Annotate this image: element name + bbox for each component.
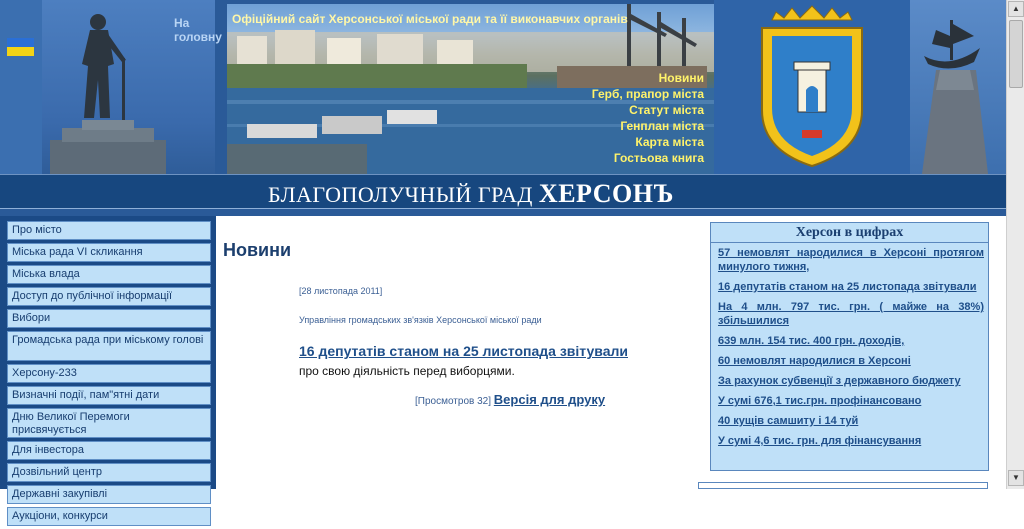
banner-text-main: БЛАГОПОЛУЧНЫЙ ГРАД [268,182,539,207]
banner-text [268,179,674,209]
nav-link-news[interactable]: Новини [658,71,704,85]
sidebar-item-public-info[interactable]: Доступ до публічної інформації [7,287,211,306]
sidebar-item-permit-center[interactable]: Дозвільний центр [7,463,211,482]
sidebar [0,216,216,522]
main-content [216,216,696,489]
home-link[interactable]: На головну [174,16,222,44]
harbor-photo [227,4,714,175]
ship-monument-icon [910,0,1006,174]
sidebar-item-public-procurement[interactable]: Державні закупівлі [7,485,211,504]
header-divider [0,208,1006,216]
sidebar-item-victory-day[interactable]: Дню Великої Перемоги присвячується [7,408,211,438]
stats-item[interactable]: 60 немовлят народилися в Херсоні [718,355,911,367]
stats-item[interactable]: 57 немовлят народилися в Херсоні протягом минулого тижня, [718,247,984,273]
news-footer [415,392,605,407]
scrollbar[interactable] [1006,0,1024,489]
banner [0,174,1006,208]
stats-item[interactable]: У сумі 676,1 тис.грн. профінансовано [718,395,922,407]
nav-link-master-plan[interactable]: Генплан міста [620,119,704,133]
stats-list [718,246,984,454]
site-header [0,0,1006,216]
print-version-link[interactable]: Версія для друку [493,392,606,407]
sidebar-item-public-council[interactable]: Громадська рада при міському голові [7,331,211,361]
nav-link-city-map[interactable]: Карта міста [635,135,704,149]
nav-link-guestbook[interactable]: Гостьова книга [613,151,704,165]
nav-link-coat-of-arms[interactable]: Герб, прапор міста [591,87,704,101]
nav-link-statute[interactable]: Статут міста [629,103,704,117]
sidebar-item-memorable-dates[interactable]: Визначні події, пам"ятні дати [7,386,211,405]
stats-item[interactable]: 40 кущів самшиту і 14 туй [718,415,859,427]
coat-of-arms-icon [714,0,910,174]
stats-panel [710,222,989,471]
scroll-down-icon[interactable]: ▼ [1008,470,1024,486]
lower-panel-edge [698,482,988,489]
sidebar-menu [7,221,211,529]
news-source: Управління громадських зв'язків Херсонської міської ради [299,315,542,325]
stats-item[interactable]: На 4 млн. 797 тис. грн. ( майже на 38%) збільшилися [718,301,984,327]
stats-title: Херсон в цифрах [795,225,904,240]
statue-image-left [42,0,222,174]
stats-header [711,223,988,243]
sidebar-item-about-city[interactable]: Про місто [7,221,211,240]
stats-item[interactable]: У сумі 4,6 тис. грн. для фінансування [718,435,922,447]
site-title: Офіційний сайт Херсонської міської ради та її виконавчих органів [232,12,628,26]
views-count: [Просмотров 32] [415,396,492,407]
scroll-up-icon[interactable]: ▲ [1008,1,1024,17]
sidebar-item-city-council[interactable]: Міська рада VI скликання [7,243,211,262]
sidebar-item-investors[interactable]: Для інвестора [7,441,211,460]
news-text: про свою діяльність перед виборцями. [299,364,515,378]
ukraine-flag-icon [7,38,34,56]
news-heading: Новини [223,240,292,260]
sidebar-item-kherson-233[interactable]: Херсону-233 [7,364,211,383]
stats-item[interactable]: 639 млн. 154 тис. 400 грн. доходів, [718,335,905,347]
sidebar-item-elections[interactable]: Вибори [7,309,211,328]
news-title-link[interactable]: 16 депутатів станом на 25 листопада звітували [299,343,628,359]
banner-text-city: ХЕРСОНЪ [538,179,674,208]
stats-item[interactable]: 16 депутатів станом на 25 листопада звітували [718,281,977,293]
monument-image-right [910,0,1006,174]
flag-column [0,0,42,174]
news-date: [28 листопада 2011] [299,286,383,296]
sidebar-item-auctions[interactable]: Аукціони, конкурси [7,507,211,526]
scroll-thumb[interactable] [1009,20,1023,88]
header-nav [592,70,704,166]
stats-item[interactable]: За рахунок субвенції з державного бюджету [718,375,961,387]
coat-of-arms-column [714,0,910,174]
sidebar-item-city-authority[interactable]: Міська влада [7,265,211,284]
